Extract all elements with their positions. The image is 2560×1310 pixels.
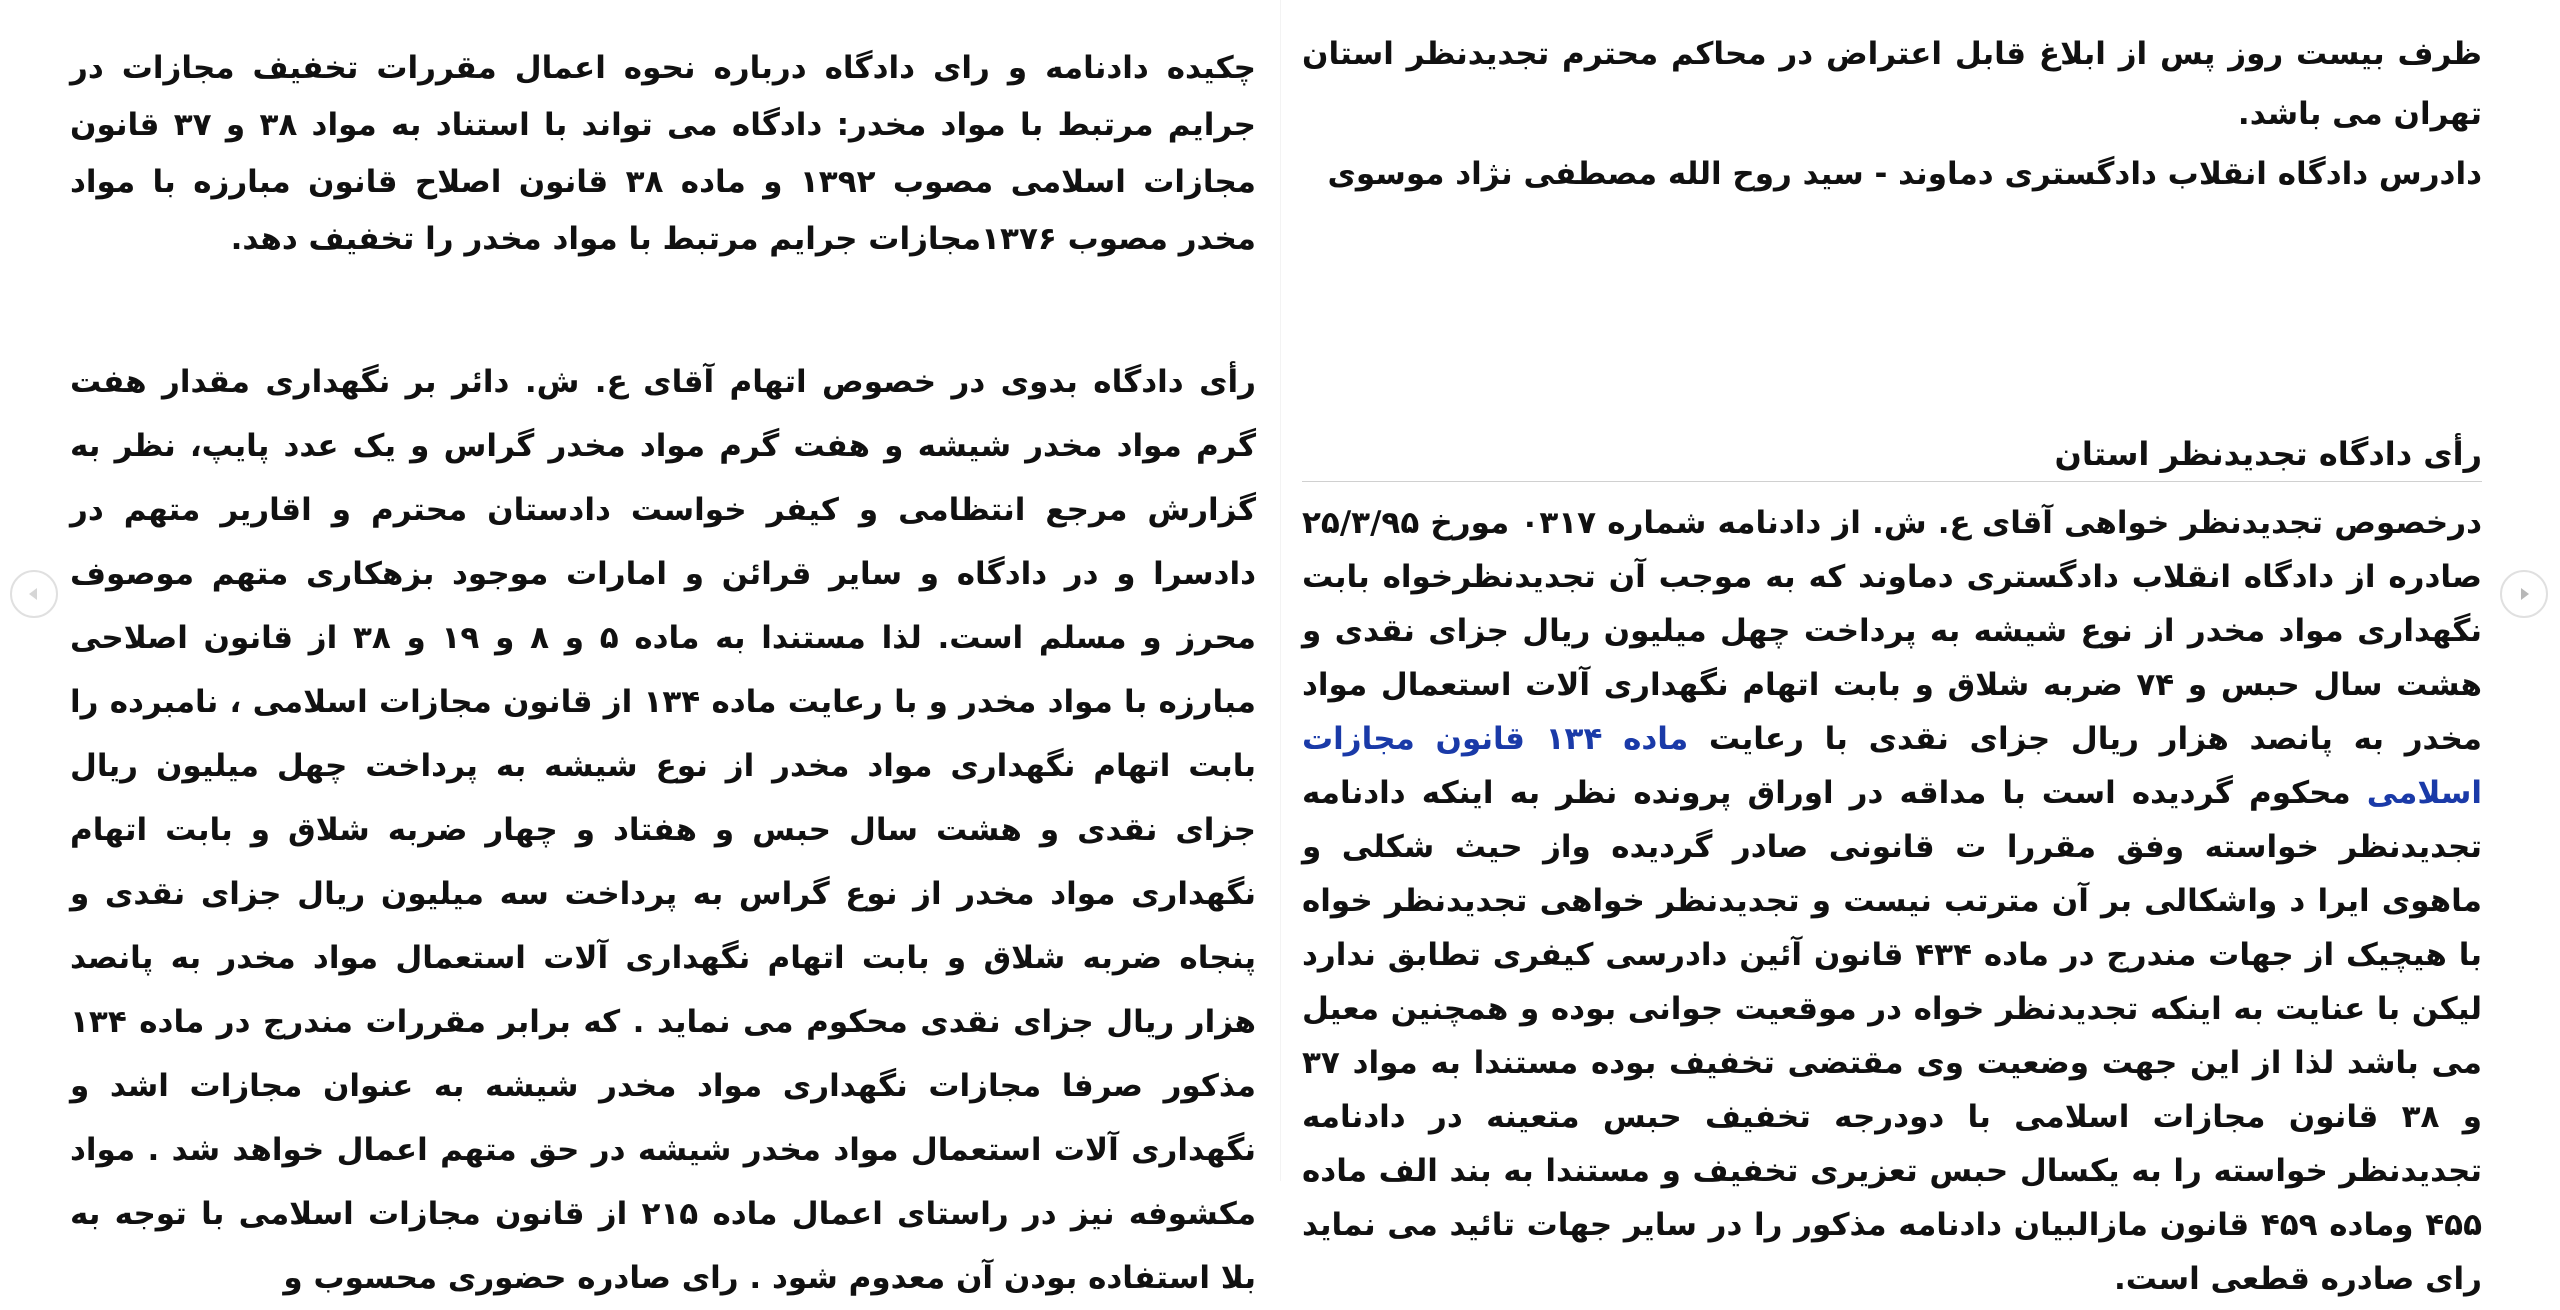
page-spread-divider xyxy=(1280,0,1281,1181)
article-134-law-link[interactable]: ماده ۱۳۴ قانون مجازات اسلامی xyxy=(1302,721,2482,811)
chevron-right-icon xyxy=(2514,584,2534,604)
judge-signature-line: دادرس دادگاه انقلاب دادگستری دماوند - سید روح الله مصطفی نژاد موسوی xyxy=(1327,156,2482,192)
chevron-left-icon xyxy=(24,584,44,604)
appeal-court-ruling-heading: رأی دادگاه تجدیدنظر استان xyxy=(2054,435,2482,473)
appeal-text-part-2: محکوم گردیده است با مداقه در اوراق پرونده نظر به اینکه دادنامه تجدیدنظر خواسته وفق مقررا ت قانونی صادر گردیده واز حیث شکلی و ماهوی ایرا د واشکالی بر آن مترتب نیست و تجدیدنظر خواهی تجدیدنظر خواه با هیچیک از جهات مندرج در ماده ۴۳۴ قانون آئین دادرسی کیفری تطابق ندارد لیکن با عنایت به اینکه تجدیدنظر خواه در موقعیت جوانی بوده و همچنین معیل می باشد لذا از این جهت وضعیت وی مقتضی تخفیف بوده مستندا به مواد ۳۷ و ۳۸ قانون مجازات اسلامی با دودرجه تخفیف حبس متعینه در دادنامه تجدیدنظر خواسته را به یکسال حبس تعزیری تخفیف و مستندا به بند الف ماده ۴۵۵ وماده ۴۵۹ قانون مازالبیان دادنامه مذکور را در سایر جهات تائید می نماید رای صادره قطعی است. xyxy=(1302,775,2483,1297)
appeal-deadline-line: ظرف بیست روز پس از ابلاغ قابل اعتراض در محاکم محترم تجدیدنظر استان تهران می باشد. xyxy=(1302,36,2482,132)
ruling-summary-paragraph: چکیده دادنامه و رای دادگاه درباره نحوه اعمال مقررات تخفیف مجازات در جرایم مرتبط با مواد مخدر: دادگاه می تواند با استناد به مواد ۳۸ و ۳۷ قانون مجازات اسلامی مصوب ۱۳۹۲ و ماده ۳۸ قانون اصلاح قانون مبارزه با مواد مخدر مصوب ۱۳۷۶مجازات جرایم مرتبط با مواد مخدر را تخفیف دهد. xyxy=(70,50,1256,257)
next-page-button[interactable] xyxy=(2500,570,2548,618)
appeal-ruling-paragraph xyxy=(1302,496,2482,1306)
first-instance-ruling-paragraph: رأی دادگاه بدوی در خصوص اتهام آقای ع. ش. دائر بر نگهداری مقدار هفت گرم مواد مخدر شیشه و هفت گرم مواد مخدر گراس و یک عدد پایپ، نظر به گزارش مرجع انتظامی و کیفر خواست دادستان محترم و اقاریر متهم در دادسرا و در دادگاه و سایر قرائن و امارات موجود بزهکاری متهم موصوف محرز و مسلم است. لذا مستندا به ماده ۵ و ۸ و ۱۹ و ۳۸ از قانون اصلاحی مبارزه با مواد مخدر و با رعایت ماده ۱۳۴ از قانون مجازات اسلامی ، نامبرده را بابت اتهام نگهداری مواد مخدر از نوع شیشه به پرداخت چهل میلیون ریال جزای نقدی و هشت سال حبس و هفتاد و چهار ضربه شلاق و بابت اتهام نگهداری مواد مخدر از نوع گراس به پرداخت سه میلیون ریال جزای نقدی و پنجاه ضربه شلاق و بابت اتهام نگهداری آلات استعمال مواد مخدر به پانصد هزار ریال جزای نقدی محکوم می نماید . که برابر مقررات مندرج در ماده ۱۳۴ مذکور صرفا مجازات نگهداری مواد مخدر شیشه به عنوان مجازات اشد و نگهداری آلات استعمال مواد مخدر شیشه در حق متهم اعمال خواهد شد . مواد مکشوفه نیز در راستای اعمال ماده ۲۱۵ از قانون مجازات اسلامی با توجه به بلا استفاده بودن آن معدوم شود . رای صادره حضوری محسوب و xyxy=(70,364,1257,1296)
previous-page-button[interactable] xyxy=(10,570,58,618)
heading-divider xyxy=(1302,481,2482,482)
left-page xyxy=(70,0,1257,1296)
appeal-text-part-1: درخصوص تجدیدنظر خواهی آقای ع. ش. از دادنامه شماره ۰۳۱۷ مورخ ۲۵/۳/۹۵ صادره از دادگاه انقلاب دادگستری دماوند که به موجب آن تجدیدنظرخواه بابت نگهداری مواد مخدر از نوع شیشه به پرداخت چهل میلیون ریال جزای نقدی و هشت سال حبس و ۷۴ ضربه شلاق و بابت اتهام نگهداری آلات استعمال مواد مخدر به پانصد هزار ریال جزای نقدی با رعایت xyxy=(1302,505,2482,757)
appeal-notice-block xyxy=(1302,24,2482,204)
right-page xyxy=(1302,0,2483,1297)
